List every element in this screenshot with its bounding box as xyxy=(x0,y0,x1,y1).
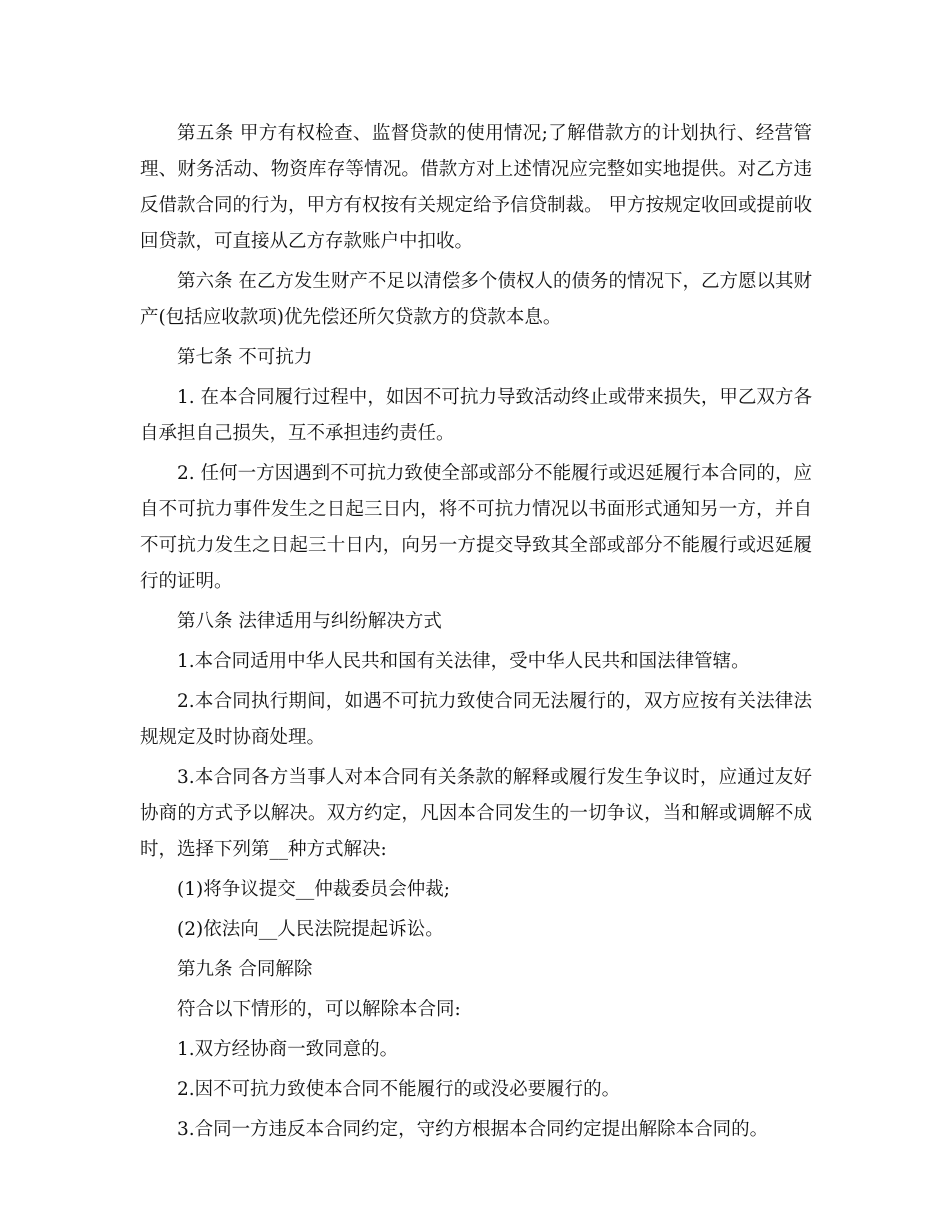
paragraph-article-9-item-1: 1.双方经协商一致同意的。 xyxy=(177,1039,399,1060)
document-page xyxy=(140,116,812,1152)
heading-article-7: 第七条 不可抗力 xyxy=(177,347,313,368)
heading-article-8: 第八条 法律适用与纠纷解决方式 xyxy=(177,611,442,632)
paragraph-article-7-item-2: 2. 任何一方因遇到不可抗力致使全部或部分不能履行或迟延履行本合同的，应自不可抗力事件发生之日起三日内，将不可抗力情况以书面形式通知另一方，并自不可抗力发生之日起三十日内，向另一方提交导致其全部或部分不能履行或迟延履行的证明。 xyxy=(140,463,812,592)
paragraph-article-8-item-1: 1.本合同适用中华人民共和国有关法律，受中华人民共和国法律管辖。 xyxy=(177,651,750,672)
paragraph-option-1: (1)将争议提交__仲裁委员会仲裁; xyxy=(177,879,450,900)
paragraph-article-6: 第六条 在乙方发生财产不足以清偿多个债权人的债务的情况下，乙方愿以其财产(包括应收款项)优先偿还所欠贷款方的贷款本息。 xyxy=(140,271,812,328)
paragraph-article-9-item-2: 2.因不可抗力致使本合同不能履行的或没必要履行的。 xyxy=(177,1079,621,1100)
paragraph-article-7-item-1: 1. 在本合同履行过程中，如因不可抗力导致活动终止或带来损失，甲乙双方各自承担自己损失，互不承担违约责任。 xyxy=(140,387,812,444)
paragraph-article-8-item-3: 3.本合同各方当事人对本合同有关条款的解释或履行发生争议时，应通过友好协商的方式予以解决。双方约定，凡因本合同发生的一切争议，当和解或调解不成时，选择下列第__种方式解决: xyxy=(140,767,812,860)
heading-article-9: 第九条 合同解除 xyxy=(177,959,313,980)
paragraph-article-8-item-2: 2.本合同执行期间，如遇不可抗力致使合同无法履行的，双方应按有关法律法规规定及时协商处理。 xyxy=(140,691,812,748)
paragraph-article-5: 第五条 甲方有权检查、监督贷款的使用情况;了解借款方的计划执行、经营管理、财务活动、物资库存等情况。借款方对上述情况应完整如实地提供。对乙方违反借款合同的行为，甲方有权按有关规定给予信贷制裁。 甲方按规定收回或提前收回贷款，可直接从乙方存款账户中扣收。 xyxy=(140,123,812,252)
paragraph-article-9-item-3: 3.合同一方违反本合同约定，守约方根据本合同约定提出解除本合同的。 xyxy=(177,1119,769,1140)
paragraph-option-2: (2)依法向__人民法院提起诉讼。 xyxy=(177,919,444,940)
paragraph-article-9-intro: 符合以下情形的，可以解除本合同: xyxy=(177,999,461,1020)
